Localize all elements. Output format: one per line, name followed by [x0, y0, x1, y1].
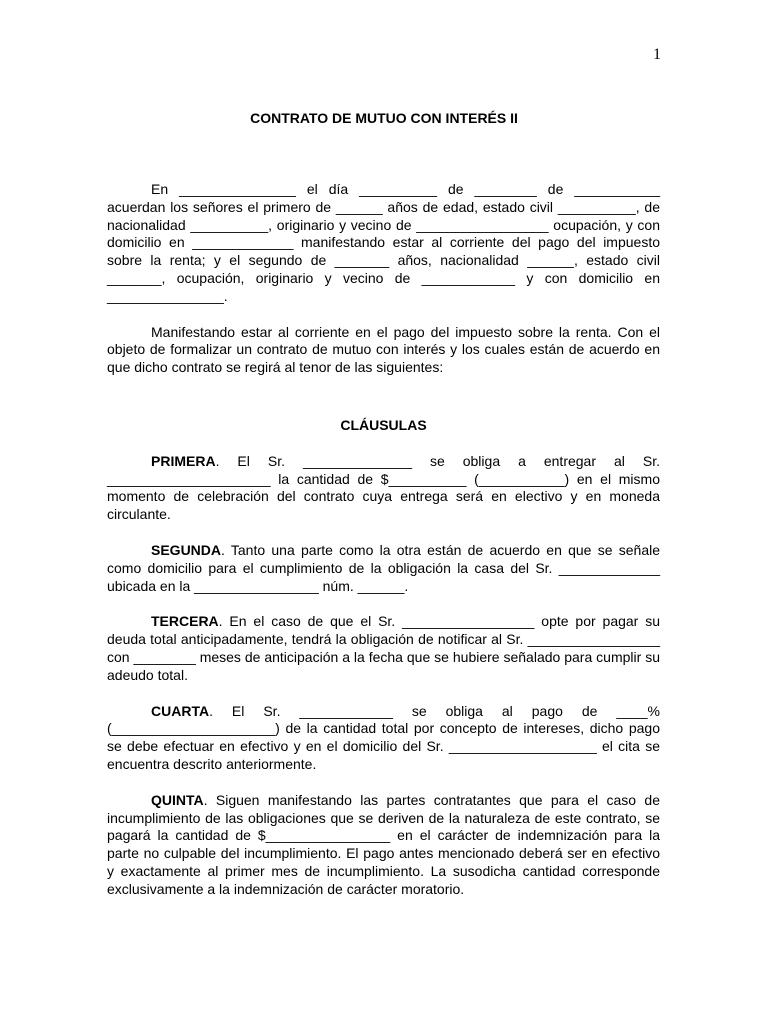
clausula-label: PRIMERA	[151, 452, 216, 469]
clausula-text: . Siguen manifestando las partes contratantes que para el caso de incumplimiento de las obligaciones que se deriven de la naturaleza de este contrato, se pagará la cantidad de $________________ en el carácter de indemnización para la parte no culpable del incumplimiento. El pago antes mencionado deberá ser en efectivo y exactamente al primer mes de incumplimiento. La susodicha cantidad corresponde exclusivamente a la indemnización de carácter moratorio.	[107, 791, 660, 897]
manifestando-paragraph: Manifestando estar al corriente en el pago del impuesto sobre la renta. Con el objeto de formalizar un contrato de mutuo con interés y los cuales están de acuerdo en que dicho contrato se regirá al tenor de las siguientes:	[107, 323, 660, 376]
clausula-primera	[107, 453, 660, 524]
document-title: CONTRATO DE MUTUO CON INTERÉS II	[250, 110, 518, 126]
clausulas-heading: CLÁUSULAS	[340, 416, 427, 433]
clausula-text: . En el caso de que el Sr. _________________ opte por pagar su deuda total anticipadamente, tendrá la obligación de notificar al Sr. _________________ con ________ meses de anticipación a la fecha que se hubiere señalado para cumplir su adeudo total.	[107, 613, 660, 683]
page-number: 1	[653, 46, 661, 63]
clausula-text: . El Sr. ______________ se obliga a entregar al Sr. _____________________ la cantidad de $__________ (___________) en el mismo momento de celebración del contrato cuya entrega será en electivo y en moneda circulante.	[107, 452, 660, 523]
clausula-text: . Tanto una parte como la otra están de acuerdo en que se señale como domicilio para el cumplimiento de la obligación la casa del Sr. _____________ ubicada en la ________________ núm. ______.	[107, 541, 660, 594]
clausula-segunda	[107, 542, 660, 595]
document-body	[107, 181, 660, 917]
clausula-text: . El Sr. ____________ se obliga al pago de ____% (_____________________) de la cantidad total por concepto de intereses, dicho pago se debe efectuar en efectivo y en el domicilio del Sr. ___________________ el cita se encuentra descrito anteriormente.	[107, 702, 660, 772]
clausula-quinta	[107, 792, 660, 899]
clausula-label: TERCERA	[151, 613, 219, 630]
clausula-label: QUINTA	[151, 791, 204, 808]
clausula-cuarta	[107, 703, 660, 774]
intro-paragraph: En _______________ el día __________ de ________ de ___________ acuerdan los señores el primero de ______ años de edad, estado civil __________, de nacionalidad __________, originario y vecino de _________________ ocupación, y con domicilio en _____________ manifestando estar al corriente del pago del impuesto sobre la renta; y el segundo de _______ años, nacionalidad ______, estado civil _______, ocupación, originario y vecino de ____________ y con domicilio en _______________.	[107, 181, 660, 304]
clausula-tercera	[107, 613, 660, 684]
clausula-label: CUARTA	[151, 702, 210, 719]
clausula-label: SEGUNDA	[151, 541, 222, 558]
